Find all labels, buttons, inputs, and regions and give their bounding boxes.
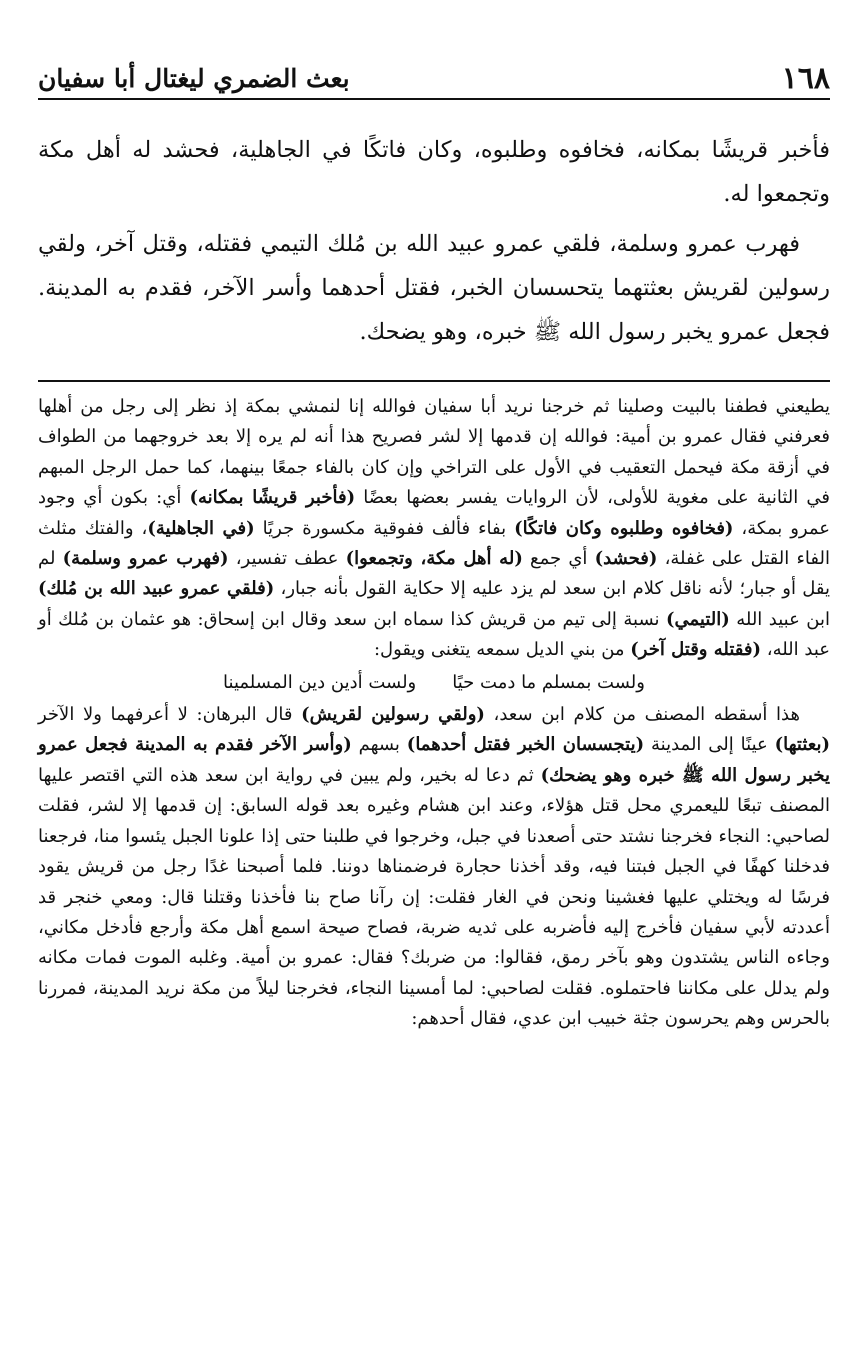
commentary-text: أي: بكون أي وجود عمرو بمكة، <box>38 487 831 539</box>
commentary-text: هذا أسقطه المصنف من كلام ابن سعد، <box>484 704 800 726</box>
quoted-phrase: (فهرب عمرو وسلمة) <box>62 548 229 570</box>
quoted-phrase: (فخافوه وطلبوه وكان فاتكًا) <box>514 517 734 539</box>
commentary-text: ثم دعا له بخير، ولم يبين في رواية ابن سعد هذه التي اقتصر عليها المصنف تبعًا لليعمري محل قتل هؤلاء، وعند ابن هشام وغيره بعد قوله السابق: إن قدمها إلا لشر، فقلت لصاحبي: النجاء فخرجنا نشتد حتى أصعدنا في جبل، وخرجوا في طلبنا حتى إذا علونا الجبل يئسوا منا، فرجعنا فدخلنا كهفًا في الجبل فبتنا فيه، وقد أخذنا حجارة فرضمناها دوننا. فلما أصبحنا غدًا رجل من قريش يقود فرسًا له ويختلي عليها فغشينا ونحن في الغار فقلت: إن رآنا صاح بنا فأخذنا وقتلنا قال: ومعي خنجر قد أعددته لأبي سفيان فأخرج إليه فأضربه على ثديه ضربة، فصاح صيحة اسمع أهل مكة وأرجع فأدخل مكاني، وجاءه الناس يشتدون وهو بآخر رمق، فقالوا: من ضربك؟ فقال: عمرو بن أمية. وغلبه الموت فمات مكانه ولم يدلل على مكاننا فاحتملوه. فقلت لصاحبي: لما أمسينا النجاء، فخرجنا ليلاً من مكة نريد المدينة، فمررنا بالحرس وهم يحرسون جثة خبيب ابن عدي، فقال أحدهم: <box>38 764 830 1030</box>
verse-hemistich: ولست بمسلم ما دمت حيًا <box>452 671 645 693</box>
commentary-text: نسبة إلى تيم من قريش كذا سماه ابن سعد وقال ابن إسحاق: هو عثمان بن مُلك أو عبد الله، <box>38 608 830 661</box>
quoted-phrase: (فقتله وقتل آخر) <box>630 639 762 661</box>
commentary-text: ابن عبيد الله <box>729 608 830 630</box>
footnote-divider <box>38 380 830 382</box>
main-text <box>38 128 830 360</box>
quoted-phrase: (له أهل مكة، وتجمعوا) <box>345 548 523 570</box>
page-header <box>38 56 830 100</box>
commentary-text: أي جمع <box>522 548 595 570</box>
main-paragraph: فهرب عمرو وسلمة، فلقي عمرو عبيد الله بن مُلك التيمي فقتله، وقتل آخر، ولقي رسولين لقريش بعثتهما يتحسسان الخبر، فقتل أحدهما وأسر الآخر، فقدم به المدينة. فجعل عمرو يخبر رسول الله ﷺ خبره، وهو يضحك. <box>38 231 830 345</box>
commentary-text: قال البرهان: لا أعرفهما ولا الآخر <box>38 704 302 726</box>
quoted-phrase: (وأسر الآخر فقدم به المدينة فجعل عمرو يخبر رسول الله ﷺ خبره وهو يضحك) <box>38 734 830 786</box>
commentary-paragraph <box>38 392 830 666</box>
main-paragraph: فأخبر قريشًا بمكانه، فخافوه وطلبوه، وكان فاتكًا في الجاهلية، فحشد له أهل مكة وتجمعوا له. <box>38 137 830 207</box>
quoted-phrase: (بعثتها) <box>774 734 830 756</box>
commentary-text: بفاء فألف ففوقية مكسورة جريًا <box>254 517 515 539</box>
commentary-paragraph <box>38 700 830 1034</box>
commentary-text: بسهم <box>351 734 407 756</box>
quoted-phrase: (التيمي) <box>665 608 730 630</box>
commentary-text: من بني الديل سمعه يتغنى ويقول: <box>373 639 631 661</box>
quoted-phrase: (فأخبر قريشًا بمكانه) <box>189 487 356 509</box>
commentary-text: عينًا إلى المدينة <box>644 734 775 756</box>
quoted-phrase: (في الجاهلية) <box>147 517 255 539</box>
commentary-text: لم يقل أو جبار؛ لأنه ناقل كلام ابن سعد لم يزد عليه إلا حكاية القول بأنه جبار، <box>38 548 830 600</box>
verse-hemistich: ولست أدين دين المسلمينا <box>223 671 417 693</box>
commentary <box>38 392 830 1035</box>
page-number: ١٦٨ <box>781 61 830 96</box>
running-title: بعث الضمري ليغتال أبا سفيان <box>38 64 350 93</box>
quoted-phrase: (فحشد) <box>594 548 658 570</box>
commentary-text: يطيعني فطفنا بالبيت وصلينا ثم خرجنا نريد أبا سفيان فوالله إنا لنمشي بمكة إذ نظر إلى رجل من أهلها فعرفني فقال عمرو بن أمية: فوالله إن قدمها إلا لشر فصريح هذا أنه لم يره إلا بعد خروجهما من الطواف في أزقة مكة فيحمل التعقيب في الأول على التراخي وإن كان بالفاء جمعًا بينهما، كما حمل الرجل المبهم في الثانية على مغوية للأولى، لأن الروايات يفسر بعضها بعضًا <box>38 396 830 509</box>
commentary-text: ، والفتك مثلث الفاء القتل على غفلة، <box>38 517 830 570</box>
poetry-verse <box>38 668 830 698</box>
quoted-phrase: (يتجسسان الخبر فقتل أحدهما) <box>406 734 645 756</box>
quoted-phrase: (فلقي عمرو عبيد الله بن مُلك) <box>38 578 275 600</box>
quoted-phrase: (ولقي رسولين لقريش) <box>301 704 485 726</box>
commentary-text: عطف تفسير، <box>228 548 346 570</box>
